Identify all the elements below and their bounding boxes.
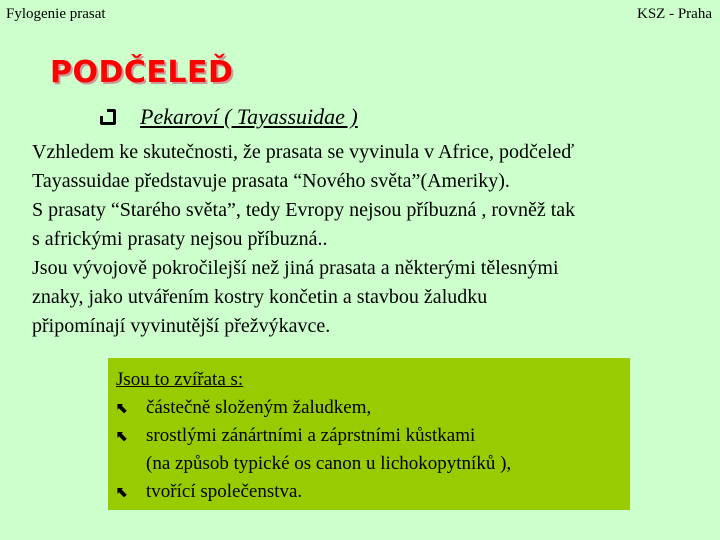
list-item (116, 478, 622, 506)
header-left-text: Fylogenie prasat (6, 6, 106, 22)
subtitle-row (100, 104, 358, 130)
arrow-bullet-icon: ⬉ (116, 399, 129, 417)
arrow-bullet-icon: ⬉ (116, 427, 129, 445)
body-line: připomínají vyvinutější přežvýkavce. (32, 315, 331, 337)
page-title: PODČELEĎ (50, 55, 234, 90)
list-item-continuation (116, 450, 622, 478)
body-paragraph (32, 138, 702, 341)
body-line: Tayassuidae představuje prasata “Nového světa”(Ameriky). (32, 170, 510, 192)
list-item-text: částečně složeným žaludkem, (146, 397, 372, 418)
box-heading: Jsou to zvířata s: (116, 369, 244, 390)
list-item (116, 422, 622, 450)
list-item-text: srostlými zánártními a záprstními kůstkami (146, 425, 476, 446)
list-item-text: tvořící společenstva. (146, 481, 303, 502)
body-line: Jsou vývojově pokročilejší než jiná prasata a některými tělesnými (32, 257, 559, 279)
highlight-box (108, 358, 630, 510)
body-line: S prasaty “Starého světa”, tedy Evropy nejsou příbuzná , rovněž tak (32, 199, 576, 221)
body-line: s africkými prasaty nejsou příbuzná.. (32, 228, 328, 250)
arrow-bullet-icon: ⬉ (116, 483, 129, 501)
square-bullet-icon (100, 109, 116, 125)
header-right-text: KSZ - Praha (637, 6, 712, 22)
list-item (116, 394, 622, 422)
body-line: znaky, jako utvářením kostry končetin a stavbou žaludku (32, 286, 488, 308)
subtitle: Pekaroví ( Tayassuidae ) (140, 104, 358, 129)
body-line: Vzhledem ke skutečnosti, že prasata se vyvinula v Africe, podčeleď (32, 141, 575, 163)
list-item-text: (na způsob typické os canon u lichokopytníků ), (146, 453, 512, 474)
